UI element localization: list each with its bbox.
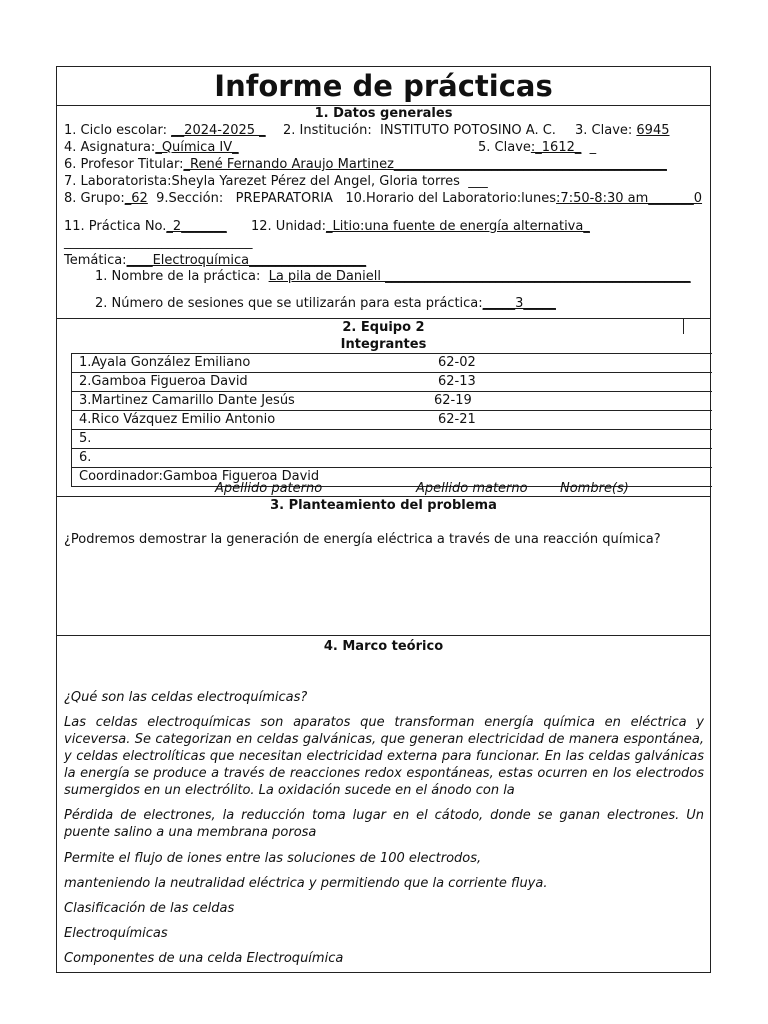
section-2-heading: 2. Equipo 2	[342, 320, 425, 335]
theory-paragraph: Componentes de una celda Electroquímica	[64, 951, 344, 966]
table-row	[71, 410, 712, 429]
member-group: 62-13	[438, 374, 476, 389]
member-name: 2.Gamboa Figueroa David	[79, 374, 248, 389]
numero-sesiones: 2. Número de sesiones que se utilizarán para esta práctica:_____3_____	[95, 296, 556, 311]
section-4-heading: 4. Marco teórico	[323, 639, 444, 654]
member-name: 1.Ayala González Emiliano	[79, 355, 251, 370]
horario-value: :7:50-8:30 am_______0	[556, 191, 703, 206]
institucion: 2. Institución: INSTITUTO POTOSINO A. C.	[283, 123, 556, 138]
ciclo-escolar-value: __2024-2025 _	[171, 123, 266, 138]
table-row	[71, 429, 712, 448]
profesor-titular-value: _René Fernando Araujo Martinez__________________________________________	[183, 157, 667, 172]
profesor-titular: 6. Profesor Titular:_René Fernando Araujo Martinez__________________________________________	[64, 157, 667, 172]
member-name: 5.	[79, 431, 92, 446]
clave-3: 3. Clave: 6945	[575, 123, 670, 138]
tematica: Temática:____Electroquímica__________________	[64, 253, 367, 268]
member-group: 62-21	[438, 412, 476, 427]
col-apellido-paterno: Apellido paterno	[215, 481, 323, 496]
tematica-value: ____Electroquímica__________________	[126, 253, 367, 268]
grupo-seccion-horario: 8. Grupo:_62 9.Sección: PREPARATORIA 10.Horario del Laboratorio:lunes:7:50-8:30 am_______0	[64, 191, 703, 206]
theory-paragraph: manteniendo la neutralidad eléctrica y permitiendo que la corriente fluya.	[64, 876, 548, 891]
document-title: Informe de prácticas	[214, 69, 553, 103]
member-name: 4.Rico Vázquez Emilio Antonio	[79, 412, 276, 427]
table-row	[71, 353, 712, 372]
coordinator-name: Coordinador:Gamboa Figueroa David	[79, 469, 320, 484]
theory-paragraph: Electroquímicas	[64, 926, 168, 941]
member-group: 62-19	[434, 393, 472, 408]
nombre-practica-value: La pila de Daniell _______________________________________________	[268, 269, 691, 284]
asignatura: 4. Asignatura:_Química IV_	[64, 140, 239, 155]
clave-5: 5. Clave:_1612_ _	[478, 140, 597, 155]
unidad-value: _Litio:una fuente de energía alternativa_	[326, 219, 590, 234]
problem-question: ¿Podremos demostrar la generación de energía eléctrica a través de una reacción química?	[64, 532, 661, 547]
seccion-value: PREPARATORIA	[235, 191, 333, 206]
divider	[57, 496, 710, 497]
numero-sesiones-value: _____3_____	[482, 296, 556, 311]
asignatura-value: _Química IV_	[155, 140, 239, 155]
divider	[57, 635, 710, 636]
col-apellido-materno: Apellido materno	[416, 481, 528, 496]
table-row	[71, 391, 712, 410]
clave-5-value: :_1612_	[530, 140, 582, 155]
integrantes-heading: Integrantes	[340, 337, 427, 352]
laboratorista: 7. Laboratorista:Sheyla Yarezet Pérez del Angel, Gloria torres ___	[64, 174, 488, 189]
grupo-value: _62	[124, 191, 148, 206]
member-group: 62-02	[438, 355, 476, 370]
theory-paragraph: Pérdida de electrones, la reducción toma lugar en el cátodo, donde se ganan electrones. Un puente salino a una membrana porosa	[64, 808, 704, 840]
col-nombres: Nombre(s)	[560, 481, 629, 496]
institucion-value: INSTITUTO POTOSINO A. C.	[380, 123, 556, 138]
theory-paragraph: Permite el flujo de iones entre las soluciones de 100 electrodos,	[64, 851, 482, 866]
theory-question: ¿Qué son las celdas electroquímicas?	[64, 690, 308, 705]
ciclo-escolar: 1. Ciclo escolar: __2024-2025 _	[64, 123, 266, 138]
theory-paragraph: Clasificación de las celdas	[64, 901, 235, 916]
theory-paragraph: Las celdas electroquímicas son aparatos que transforman energía química en eléctrica y viceversa. Se categorizan en celdas galvánicas, que generan electricidad de manera espontánea, y celdas electrolíticas que necesitan electricidad externa para funcionar. En las celdas galvánicas la energía se produce a través de reacciones redox espontáneas, estas ocurren en los electrodos sumergidos en un electrólito. La oxidación sucede en el ánodo con la	[64, 715, 704, 798]
unidad: 12. Unidad:_Litio:una fuente de energía alternativa_	[251, 219, 590, 234]
member-name: 6.	[79, 450, 92, 465]
practica-no: 11. Práctica No._2_______	[64, 219, 227, 234]
section-1-heading: 1. Datos generales	[314, 106, 453, 121]
nombre-practica: 1. Nombre de la práctica: La pila de Daniell _______________________________________________	[95, 269, 691, 284]
member-name: 3.Martinez Camarillo Dante Jesús	[79, 393, 295, 408]
clave-3-value: 6945	[636, 123, 670, 138]
blank-line: _____________________________	[64, 235, 253, 250]
divider	[57, 318, 710, 319]
table-row	[71, 372, 712, 391]
table-row	[71, 448, 712, 467]
section-3-heading: 3. Planteamiento del problema	[270, 498, 497, 513]
team-table	[71, 353, 712, 487]
report-frame	[56, 66, 711, 973]
laboratorista-value: Sheyla Yarezet Pérez del Angel, Gloria torres	[171, 174, 460, 189]
practica-no-value: _2_______	[166, 219, 227, 234]
